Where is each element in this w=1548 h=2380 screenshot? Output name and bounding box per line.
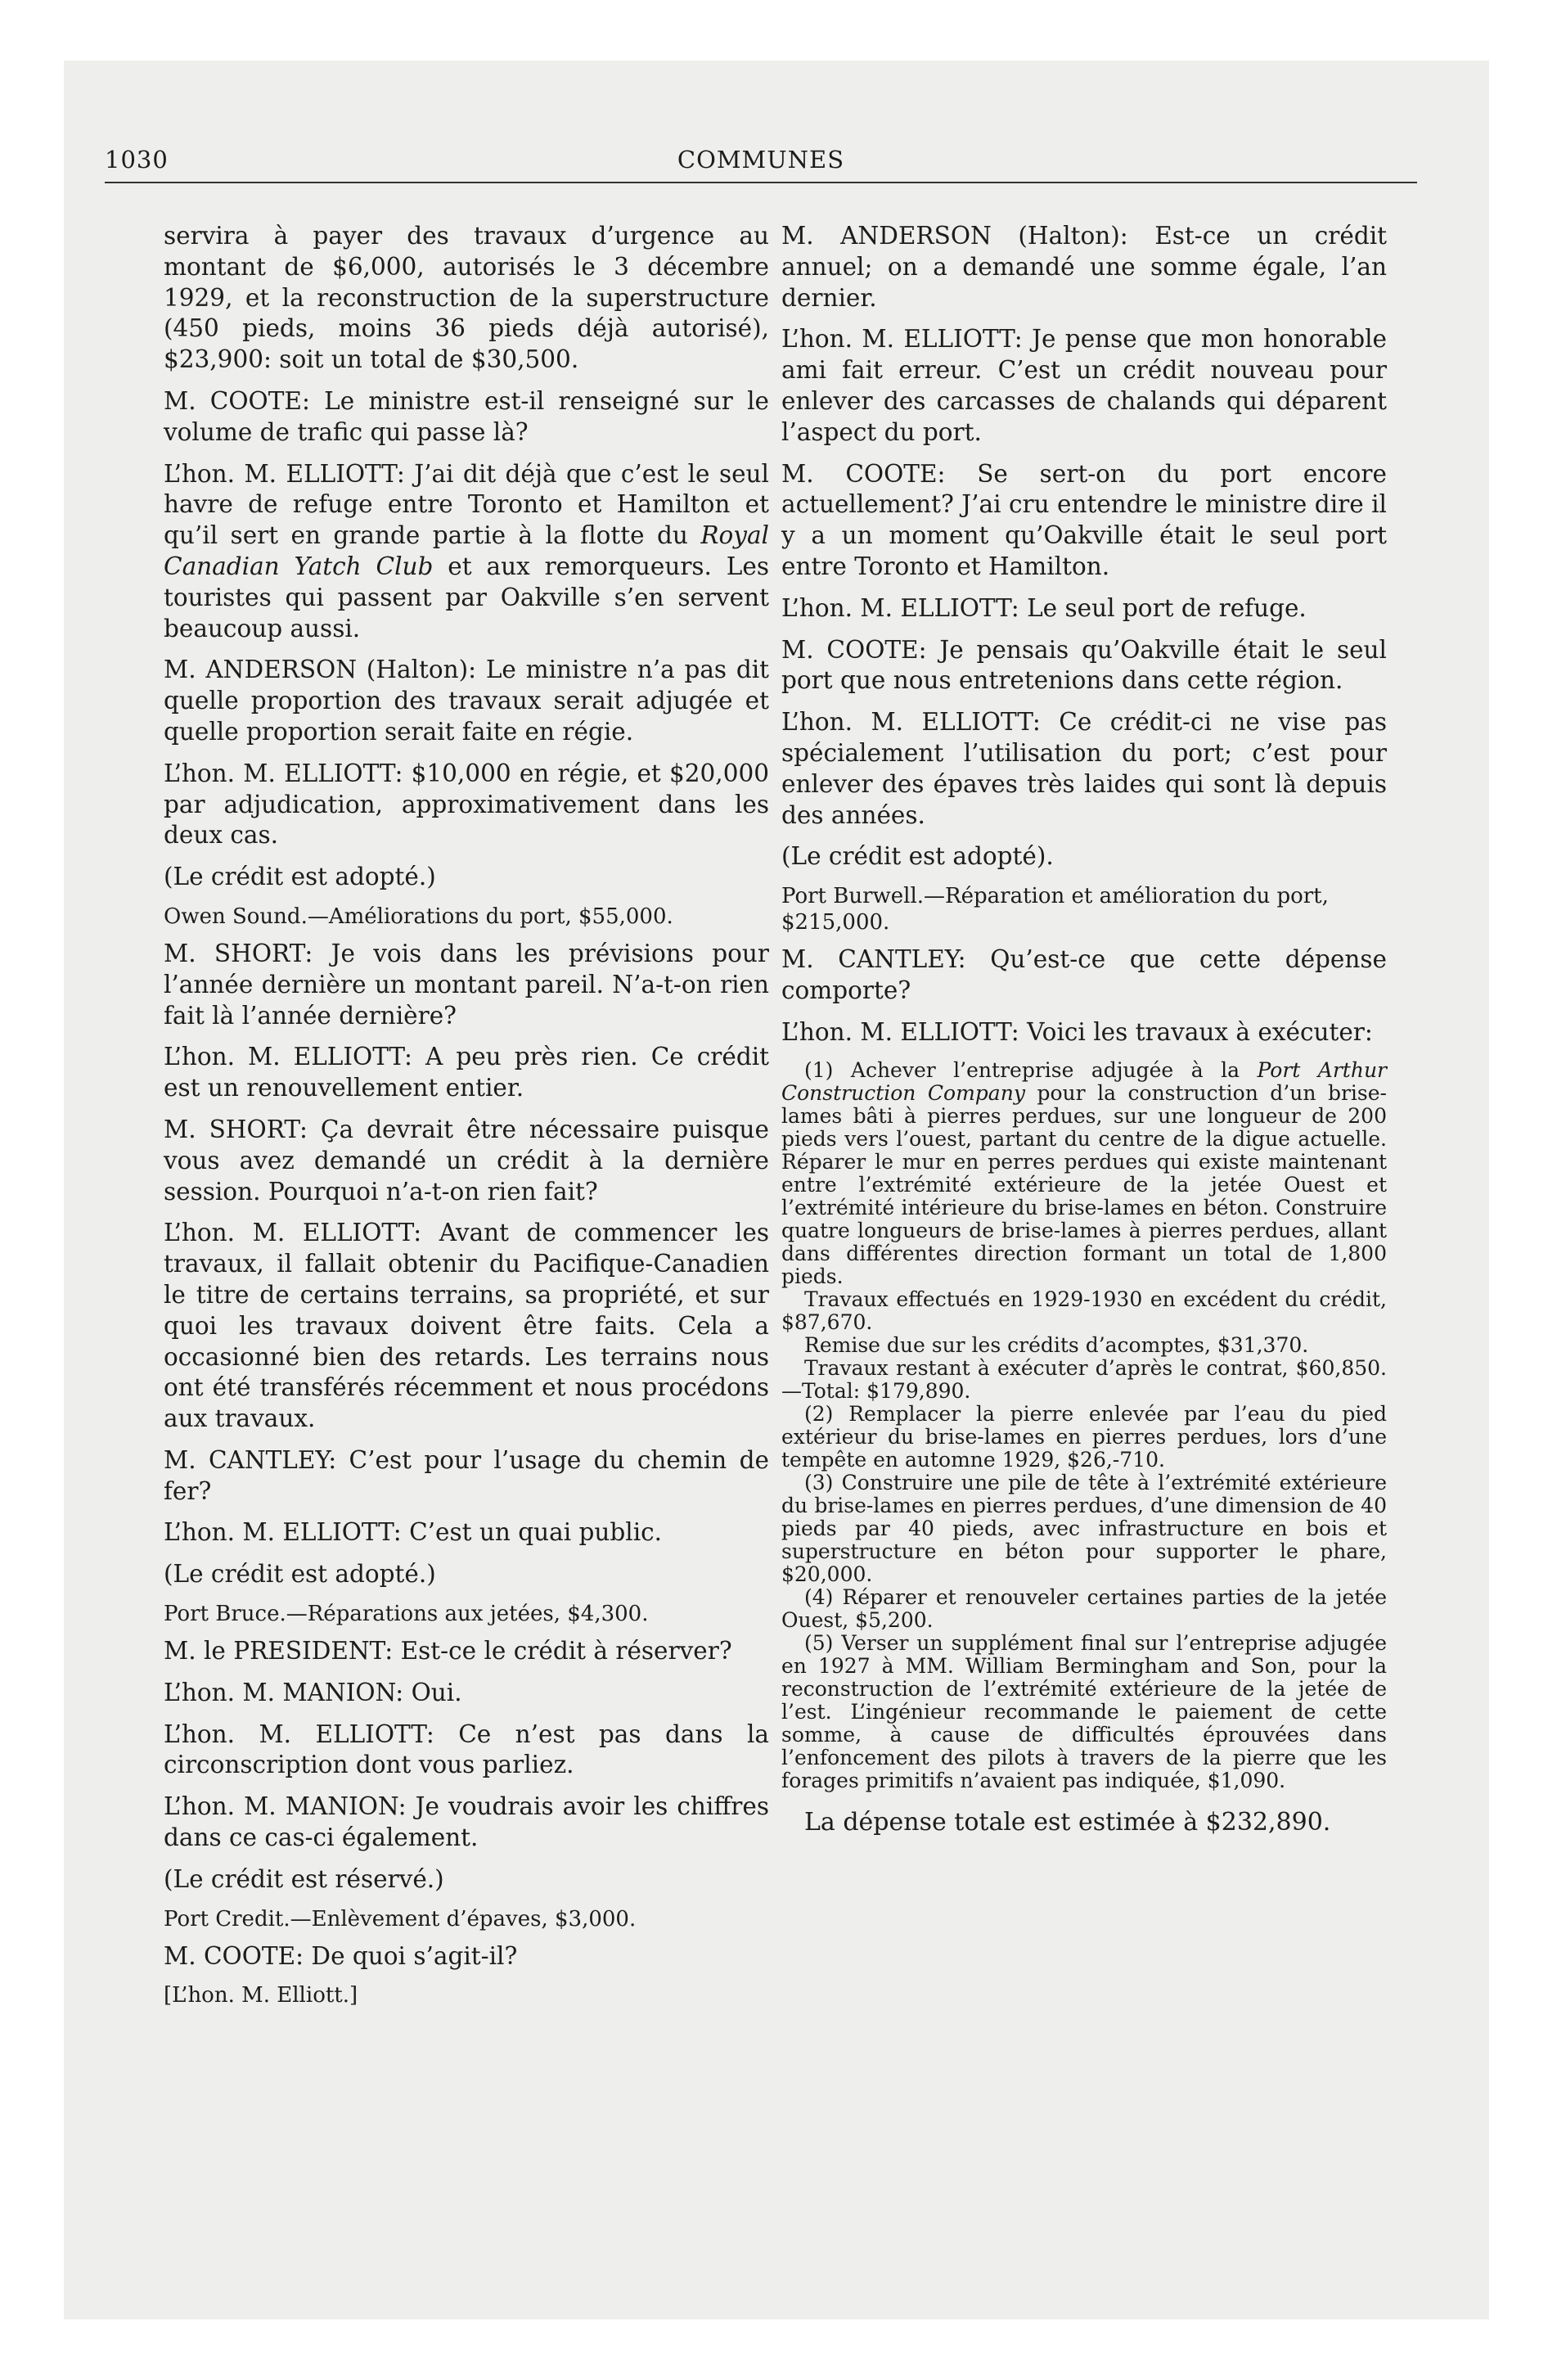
estimate-item: Port Bruce.—Réparations aux jetées, $4,300.: [164, 1602, 649, 1627]
right-column: [781, 221, 1387, 1848]
paragraph: L’hon. M. ELLIOTT: Avant de commencer les travaux, il fallait obtenir du Pacifique-Canadien le titre de certains terrains, sa propriété, et sur quoi les travaux doivent être faits. Cela a occasionné bien des retards. Les terrains nous ont été transférés récemment et nous procédons aux travaux.: [164, 1219, 769, 1433]
text-before: (1) Achever l’entreprise adjugée à la: [804, 1057, 1258, 1082]
paragraph: (Le crédit est adopté).: [781, 842, 1054, 871]
list-item: Remise due sur les crédits d’acomptes, $31,370.: [804, 1332, 1309, 1357]
page-header: [105, 141, 1417, 183]
paragraph: M. ANDERSON (Halton): Est-ce un crédit annuel; on a demandé une somme égale, l’an dernier.: [781, 222, 1387, 312]
paragraph: L’hon. M. ELLIOTT: $10,000 en régie, et $20,000 par adjudication, approximativement dans les deux cas.: [164, 759, 769, 850]
estimate-item: [L’hon. M. Elliott.]: [164, 1983, 358, 2008]
paragraph: servira à payer des travaux d’urgence au montant de $6,000, autorisés le 3 décembre 1929, et la reconstruction de la superstructure (450 pieds, moins 36 pieds déjà autorisé), $23,900: soit un total de $30,500.: [164, 222, 769, 374]
paragraph: M. ANDERSON (Halton): Le ministre n’a pas dit quelle proportion des travaux serait adjugée et quelle proportion serait faite en régie.: [164, 656, 769, 746]
text-before: L’hon. M. ELLIOTT: J’ai dit déjà que c’est le seul havre de refuge entre Toronto et Hamilton et qu’il sert en grande partie à la flotte du: [164, 459, 769, 550]
paragraph: M. SHORT: Je vois dans les prévisions pour l’année dernière un montant pareil. N’a-t-on rien fait là l’année dernière?: [164, 939, 769, 1030]
total-line: La dépense totale est estimée à $232,890.: [804, 1807, 1331, 1837]
paragraph: L’hon. M. ELLIOTT: Voici les travaux à exécuter:: [781, 1017, 1373, 1046]
list-item: (5) Verser un supplément final sur l’entreprise adjugée en 1927 à MM. William Bermingham and Son, pour la reconstruction de l’extrémité extérieure de la jetée de l’est. L’ingénieur recommande le paiement de cette somme, à cause de difficultés éprouvées dans l’enfoncement des pilots à travers de la pierre que les forages primitifs n’avaient pas indiquée, $1,090.: [781, 1630, 1387, 1792]
paragraph: L’hon. M. ELLIOTT: Je pense que mon honorable ami fait erreur. C’est un crédit nouveau pour enlever des carcasses de chalands qui déparent l’aspect du port.: [781, 325, 1387, 446]
list-item: (3) Construire une pile de tête à l’extrémité extérieure du brise-lames en pierres perdues, d’une dimension de 40 pieds par 40 pieds, avec infrastructure en bois et superstructure en béton pour supporter le phare, $20,000.: [781, 1470, 1387, 1586]
estimate-item: Port Burwell.—Réparation et amélioration du port, $215,000.: [781, 884, 1329, 935]
paragraph: M. COOTE: De quoi s’agit-il?: [164, 1941, 518, 1970]
paragraph: L’hon. M. MANION: Oui.: [164, 1678, 462, 1706]
page-title: COMMUNES: [677, 146, 845, 174]
text-after: pour la construction d’un brise-lames bâti à pierres perdues, sur une longueur de 200 pieds vers l’ouest, partant du centre de la digue actuelle. Réparer le mur en perres perdues qui existe maintenant entre l’extrémité extérieure de la jetée Ouest et l’extrémité intérieure du brise-lames en béton. Construire quatre longueurs de brise-lames à pierres perdues, allant dans différentes direction formant un total de 1,800 pieds.: [781, 1080, 1387, 1288]
paragraph: M. COOTE: Se sert-on du port encore actuellement? J’ai cru entendre le ministre dire il y a un moment qu’Oakville était le seul port entre Toronto et Hamilton.: [781, 459, 1387, 580]
paragraph: M. CANTLEY: Qu’est-ce que cette dépense comporte?: [781, 945, 1387, 1004]
paragraph: M. SHORT: Ça devrait être nécessaire puisque vous avez demandé un crédit à la dernière session. Pourquoi n’a-t-on rien fait?: [164, 1115, 769, 1206]
paragraph: L’hon. M. MANION: Je voudrais avoir les chiffres dans ce cas-ci également.: [164, 1792, 769, 1852]
paragraph: M. COOTE: Le ministre est-il renseigné sur le volume de trafic qui passe là?: [164, 386, 769, 446]
paragraph: L’hon. M. ELLIOTT: C’est un quai public.: [164, 1518, 663, 1547]
paragraph: L’hon. M. ELLIOTT: A peu près rien. Ce crédit est un renouvellement entier.: [164, 1043, 769, 1102]
estimate-item: Owen Sound.—Améliorations du port, $55,000.: [164, 904, 673, 929]
list-item: Travaux effectués en 1929-1930 en excédent du crédit, $87,670.: [781, 1287, 1387, 1334]
paragraph: [164, 459, 769, 645]
list-item: [781, 1059, 1387, 1288]
paragraph: L’hon. M. ELLIOTT: Ce n’est pas dans la circonscription dont vous parliez.: [164, 1720, 769, 1779]
page-number: 1030: [105, 146, 169, 174]
list-item: (2) Remplacer la pierre enlevée par l’eau du pied extérieur du brise-lames en pierres perdues, lors d’une tempête en automne 1929, $26,-710.: [781, 1401, 1387, 1472]
paragraph: (Le crédit est adopté.): [164, 1560, 436, 1589]
paragraph: L’hon. M. ELLIOTT: Le seul port de refuge.: [781, 593, 1307, 622]
estimate-item: Port Credit.—Enlèvement d’épaves, $3,000.: [164, 1906, 637, 1931]
list-item: (4) Réparer et renouveler certaines parties de la jetée Ouest, $5,200.: [781, 1584, 1387, 1632]
paragraph: L’hon. M. ELLIOTT: Ce crédit-ci ne vise pas spécialement l’utilisation du port; c’est pour enlever des épaves très laides qui sont là depuis des années.: [781, 708, 1387, 829]
paragraph: M. le PRESIDENT: Est-ce le crédit à réserver?: [164, 1637, 732, 1666]
paragraph: M. CANTLEY: C’est pour l’usage du chemin de fer?: [164, 1445, 769, 1505]
text-italic: Royal Canadian Yatch Club: [164, 521, 769, 580]
paragraph: (Le crédit est réservé.): [164, 1864, 444, 1893]
text-after: et aux remorqueurs. Les touristes qui passent par Oakville s’en servent beaucoup aussi.: [164, 552, 769, 642]
list-item: Travaux restant à exécuter d’après le contrat, $60,850.—Total: $179,890.: [781, 1355, 1387, 1403]
text-italic: Port Arthur Construction Company: [781, 1057, 1387, 1105]
paragraph: (Le crédit est adopté.): [164, 863, 436, 891]
paragraph: M. COOTE: Je pensais qu’Oakville était le seul port que nous entretenions dans cette région.: [781, 635, 1387, 695]
left-column: [164, 221, 769, 2017]
